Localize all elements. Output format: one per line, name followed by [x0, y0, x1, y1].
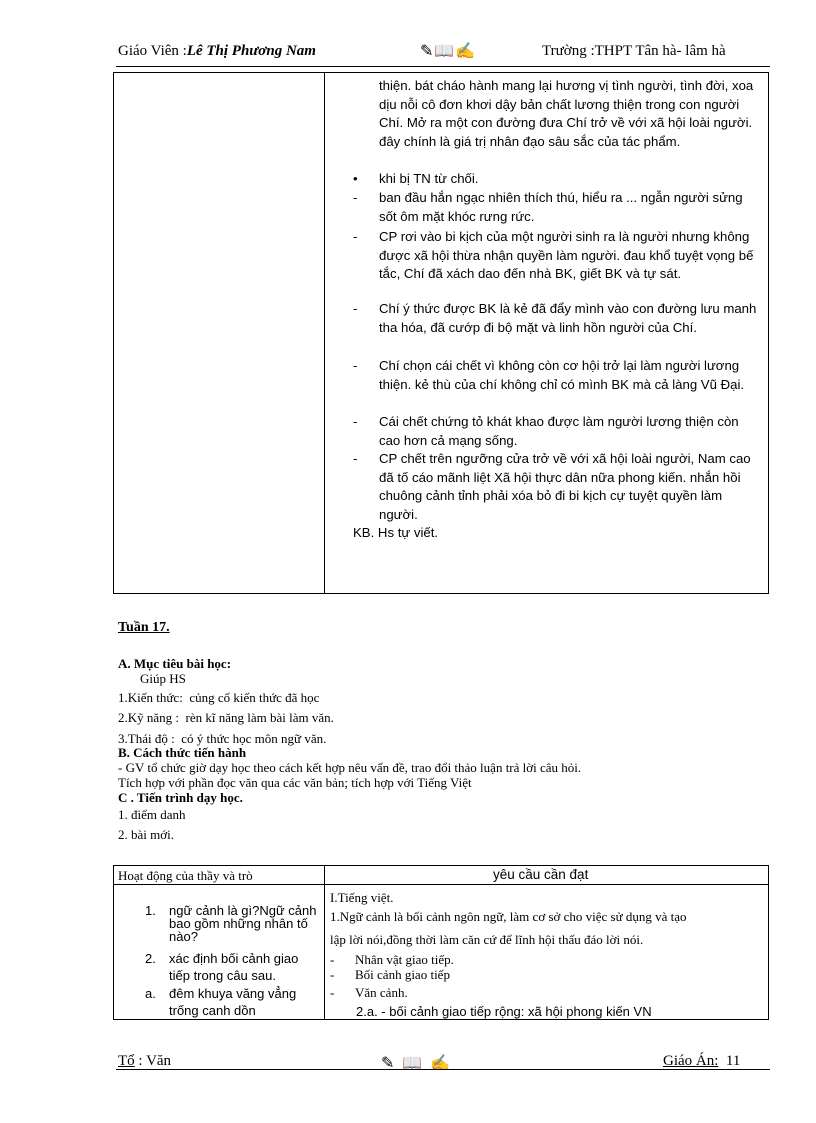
teacher-name: Lê Thị Phương Nam: [186, 43, 316, 59]
footer-ornament-icon: ✎ 📖 ✍: [381, 1055, 453, 1072]
list-item: - Chí chọn cái chết vì không còn cơ hội trở lại làm người lương thiện. kẻ thù của chí không chỉ có mình BK mà cả làng Vũ Đại.: [353, 358, 745, 392]
intro-paragraph: thiện. bát cháo hành mang lại hương vị tình người, tình đời, xoa dịu nỗi cô đơn khơi dậy bản chất lương thiện trong con người Chí. Mở ra một con đường đưa Chí trở về với xã hội loài người. đây chính là giá trị nhân đạo sâu sắc của tác phẩm.: [379, 78, 754, 149]
method-title: B. Cách thức tiến hành: [118, 745, 247, 760]
activity-table-header-rule: [113, 884, 769, 885]
header-teacher: [118, 43, 316, 60]
table-column-divider: [324, 72, 325, 594]
requirement-text: 1.Ngữ cảnh là bối cảnh ngôn ngữ, làm cơ sở cho việc sử dụng và tạo: [330, 909, 687, 924]
knowledge-line: 1.Kiến thức: củng cố kiến thức đã học: [118, 690, 320, 705]
objectives-title: A. Mục tiêu bài học:: [118, 656, 232, 671]
requirement-heading: I.Tiếng việt.: [330, 890, 394, 905]
skill-line: 2.Kỹ năng : rèn kĩ năng làm bài làm văn.: [118, 710, 334, 725]
list-item: - Chí ý thức được BK là kẻ đã đẩy mình vào con đường lưu manh tha hóa, đã cướp đi bộ mặt và linh hồn người của Chí.: [353, 301, 757, 335]
list-item: - ban đầu hắn ngạc nhiên thích thú, hiểu ra ... ngẫn người sửng sốt ôm mặt khóc rưng rức.: [353, 190, 743, 224]
list-item: - CP chết trên ngưỡng cửa trở về với xã hội loài người, Nam cao đã tố cáo mãnh liệt Xã hội thực dân nữa phong kiến. nhắn hồi chuông cảnh tỉnh phải xóa bỏ đi bi kịch cự tuyệt quyền làm người.: [353, 451, 751, 522]
column-header-activities: Hoạt động của thầy và trò: [118, 868, 253, 883]
process-step: 2. bài mới.: [118, 827, 174, 842]
header-school: Trường :THPT Tân hà- lâm hà: [542, 43, 726, 59]
requirement-text: 2.a. - bối cảnh giao tiếp rộng: xã hội phong kiến VN: [356, 1004, 652, 1019]
header-rule: [116, 66, 770, 67]
method-line: - GV tổ chức giờ dạy học theo cách kết hợp nêu vấn đề, trao đổi thảo luận trả lời câu hỏi.: [118, 760, 582, 775]
list-item: • khi bị TN từ chối.: [353, 171, 479, 186]
column-header-requirements: yêu cầu cần đạt: [493, 867, 589, 882]
footer-department: Tổ : Văn: [118, 1053, 172, 1069]
footer-page: Giáo Án: 11: [663, 1053, 741, 1069]
kb-line: KB. Hs tự viết.: [353, 525, 439, 540]
attitude-line: 3.Thái độ : có ý thức học môn ngữ văn.: [118, 731, 327, 746]
list-item: - Cái chết chứng tỏ khát khao được làm người lương thiện còn cao hơn cả mạng sống.: [353, 414, 739, 448]
footer-rule: [116, 1069, 770, 1070]
activity-table-divider: [324, 865, 325, 1020]
process-step: 1. điểm danh: [118, 807, 186, 822]
process-title: C . Tiến trình dạy học.: [118, 790, 243, 805]
week-title: Tuần 17.: [118, 620, 170, 635]
header-ornament-icon: ✎📖✍: [420, 43, 477, 60]
method-line: Tích hợp với phần đọc văn qua các văn bản; tích hợp với Tiếng Việt: [118, 775, 472, 790]
help-line: Giúp HS: [140, 671, 186, 686]
list-item: - CP rơi vào bi kịch của một người sinh ra là người nhưng không được xã hội thừa nhận quyền làm người. đau khổ tuyệt vọng bế tắc, Chí đã xách dao đến nhà BK, giết BK và tự sát.: [353, 229, 754, 281]
requirement-text: lập lời nói,đồng thời làm căn cứ để lĩnh hội thấu đáo lời nói.: [330, 932, 644, 947]
teacher-label: Giáo Viên :: [118, 43, 187, 59]
